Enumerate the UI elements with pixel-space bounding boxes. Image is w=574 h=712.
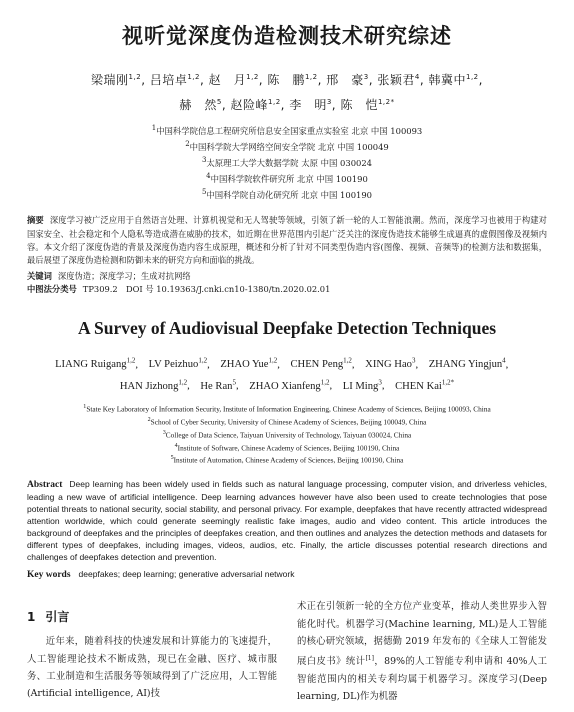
cn-affiliation-text: 中国科学院大学网络空间安全学院 北京 中国 100049 [189,141,389,152]
cn-author-name: 吕培卓 [149,73,188,87]
authors-chinese [27,66,547,116]
cn-author-name: 张颖君 [377,73,415,87]
cn-affiliation-line [27,170,547,186]
affiliations-english [27,402,547,466]
title-chinese: 视听觉深度伪造检测技术研究综述 [122,24,452,48]
section-title: 引言 [45,610,70,625]
en-author-affiliation-mark: 1,2 [126,356,136,365]
cn-author-name: 陈 鹏 [267,73,305,87]
cn-author-affiliation-mark: 1,2* [377,98,395,106]
cn-affiliation-line [27,122,547,138]
cn-author [179,98,221,112]
cn-affiliation-line [27,186,547,202]
cn-affiliation-line [27,154,547,170]
cn-author-affiliation-mark: 3 [326,98,332,106]
body-column-right [297,598,547,706]
intro-paragraph-right [297,598,547,706]
cn-author [231,98,281,112]
cn-affiliation-text: 中国科学院信息工程研究所信息安全国家重点实验室 北京 中国 100093 [156,125,423,136]
en-affiliation-mark: 3 [162,429,166,436]
en-author-name: HAN Jizhong [119,380,179,392]
en-author [365,356,416,371]
en-author-affiliation-mark: 4 [502,356,506,365]
cn-author-name: 梁瑞刚 [91,73,129,87]
cn-affiliation-text: 太原理工大学大数据学院 太原 中国 030024 [206,157,373,168]
en-affiliation-mark: 2 [147,416,151,423]
en-author [200,377,236,392]
cn-affiliation-mark: 2 [185,140,190,149]
en-author-affiliation-mark: 5 [232,377,236,386]
body-column-left [27,598,277,706]
en-author-name: ZHAO Yue [220,359,269,371]
en-affiliation-text: College of Data Science, Taiyuan University of Technology, Taiyuan 030024, China [165,430,412,440]
cn-author-name: 赫 然 [179,98,217,112]
keywords-english [27,569,547,580]
cn-author-affiliation-mark: 1,2 [268,98,281,106]
intro-text-part-2: ，89%的人工智能专利申请和 40%人工智能范围内的相关专利均属于机器学习。深度学习(Deep learning, DL)作为机器 [297,656,547,703]
authors-chinese-line-1: 梁瑞刚$^{1,2}$, 吕培卓$^{1,2}$, 赵 月$^{1,2}$, 陈 鹏$^{1,2}$, 邢 豪$^3$, 张颖君$^4$, 韩冀中$^{1,2}$, [91,73,483,87]
en-affiliation-line [27,441,547,454]
cn-author [150,73,200,87]
cn-author [91,73,141,87]
cn-author [377,73,419,87]
cn-author-affiliation-mark: 1,2 [246,73,259,81]
cn-author-name: 赵险峰 [230,98,269,112]
en-author-affiliation-mark: 1,2 [198,356,208,365]
abstract-english [27,478,547,563]
cn-author-affiliation-mark: 3 [363,73,369,81]
en-author [148,356,208,371]
abstract-english-text: Deep learning has been widely used in fields such as natural language processing, computer vision, and driverless vehicles, leading a new wave of artificial intelligence. Deep learning advances however have also been used to create technologies that pose potential threats to national security, social stability, and personal privacy. For example, deepfakes that have recently attracted widespread attention worldwide, which could generate seemingly realistic fake images, audio and video content. This article introduces the background of deepfakes and the principles of deepfakes creation, and then outlines and analyzes the detection methods and datasets for different types of deepfakes, including images, videos, audios, etc. Finally, the article discusses potential research directions and challenges of deepfakes detection and prevention. [27,479,547,563]
title-english: A Survey of Audiovisual Deepfake Detection Techniques [77,317,497,338]
classification-chinese-label: 中图法分类号 [27,283,77,294]
cn-author [289,98,331,112]
en-author-name: XING Hao [365,359,412,371]
keywords-english-text: deepfakes; deep learning; generative adversarial network [78,569,295,580]
cn-author-name: 陈 恺 [340,98,378,112]
body-columns [27,598,547,706]
authors-chinese-line-2: 赫 然$^5$, 赵险峰$^{1,2}$, 李 明$^3$, 陈 恺$^{1,2*}$ [179,98,395,112]
en-author-affiliation-mark: 1,2 [178,377,188,386]
authors-english: LIANG Ruigang$^{1,2}$, LV Peizhuo$^{1,2}$, ZHAO Yue$^{1,2}$, CHEN Peng$^{1,2}$, XING Hao$^3$, ZHANG Yingjun$^4$, HAN Jizhong$^{1,2}$, He Ran$^5$, ZHAO Xianfeng$^{1,2}$, LI Ming$^3$, CHEN Kai$^{1,2*}$ [55,356,519,392]
en-affiliation-line [27,402,547,415]
en-affiliation-line [27,415,547,428]
cn-author-affiliation-mark: 1,2 [304,73,318,81]
cn-author [340,98,394,112]
cn-author-name: 李 明 [289,98,327,112]
affiliations-chinese [27,122,547,202]
en-affiliation-mark: 1 [83,404,87,411]
en-author-affiliation-mark: 1,2 [320,377,330,386]
en-affiliation-mark: 4 [174,442,178,449]
section-number: 1 [27,610,36,625]
cn-author [428,73,478,87]
cn-author [267,73,317,87]
cn-affiliation-line [27,138,547,154]
en-author-name: CHEN Peng [290,359,344,371]
en-author-name: He Ran [200,380,233,392]
cn-author-affiliation-mark: 1,2 [128,73,142,81]
cn-author-affiliation-mark: 1,2 [187,73,200,81]
keywords-english-label: Key words [27,570,71,581]
abstract-chinese-label: 摘要 [27,215,44,226]
cn-affiliation-mark: 3 [201,156,207,165]
en-author-name: ZHANG Yingjun [428,359,503,371]
cn-affiliation-mark: 4 [206,172,211,181]
en-author-name: CHEN Kai [395,380,442,392]
en-affiliation-line [27,428,547,441]
en-affiliation-text: State Key Laboratory of Information Security, Institute of Information Engineering, Chinese Academy of Sciences, Beijing 100093, China [86,404,491,414]
en-author-affiliation-mark: 1,2 [268,356,278,365]
en-author-affiliation-mark: 1,2* [441,377,455,386]
cn-author-affiliation-mark: 1,2 [465,73,479,81]
cn-affiliation-text: 中国科学院软件研究所 北京 中国 100190 [210,174,368,185]
en-author-name: LIANG Ruigang [55,359,127,371]
en-author [220,356,278,371]
en-affiliation-line [27,453,547,466]
intro-paragraph-left: 近年来，随着科技的快速发展和计算能力的飞速提升，人工智能理论技术不断成熟，现已在金融、医疗、城市服务、工业制造和生活服务等领域得到了广泛应用，人工智能(Artificial intelligence, AI)技 [27,636,277,700]
en-author-name: LI Ming [342,380,379,392]
en-author [55,356,136,371]
cn-author [209,73,259,87]
en-affiliation-text: Institute of Automation, Chinese Academy of Sciences, Beijing 100190, China [173,455,404,465]
cn-author-name: 赵 月 [208,73,247,87]
cn-affiliation-mark: 1 [151,124,157,132]
cn-affiliation-mark: 5 [201,188,207,197]
abstract-english-label: Abstract [27,480,63,491]
en-author-affiliation-mark: 3 [411,356,416,365]
en-affiliation-text: School of Cyber Security, University of Chinese Academy of Sciences, Beijing 100049, China [150,417,427,427]
section-heading-introduction [27,608,277,625]
cn-author-affiliation-mark: 4 [414,73,420,81]
keywords-chinese-label: 关键词 [27,270,52,281]
keywords-chinese [27,270,547,283]
en-author-name: ZHAO Xianfeng [249,380,321,392]
abstract-chinese-text: 深度学习被广泛应用于自然语言处理、计算机视觉和无人驾驶等领域，引领了新一轮的人工智能浪潮。然而，深度学习也被用于构建对国家安全、社会稳定和个人隐私等造成潜在威胁的技术，如近期在世界范围内引起广泛关注的深度伪造技术能够生成逼真的虚假图像及视频内容。本文介绍了深度伪造的背景及深度伪造内容生成原理，概述和分析了针对不同类型伪造内容(图像、视频、音频等)的检测方法和数据集，最后展望了深度伪造检测和防御未来的研究方向和面临的挑战。 [27,215,547,266]
cn-author-name: 邢 豪 [326,73,364,87]
cn-author-affiliation-mark: 5 [216,98,222,106]
en-affiliation-mark: 5 [170,455,174,462]
en-author-name: LV Peizhuo [148,359,199,371]
cn-affiliation-text: 中国科学院自动化研究所 北京 中国 100190 [206,190,373,201]
en-author [395,377,455,392]
en-author [290,356,352,371]
abstract-chinese [27,214,547,267]
intro-text-part-1: 术正在引领新一轮的全方位产业变革，推动人类世界步入智能化时代。机器学习(Machine learning, ML)是人工智能的核心研究领域，据德勤 2019 年发布的《全球人工智能发展白皮书》统计 [297,601,547,668]
citation-1: [1] [365,655,374,663]
en-author-affiliation-mark: 1,2 [343,356,352,365]
cn-author-name: 韩冀中 [428,73,466,87]
classification-doi-text: TP309.2 DOI 号 10.19363/J.cnki.cn10-1380/tn.2020.02.01 [82,283,331,294]
keywords-chinese-text: 深度伪造；深度学习；生成对抗网络 [57,270,191,281]
en-author [342,377,382,392]
en-affiliation-text: Institute of Software, Chinese Academy of Sciences, Beijing 100190, China [177,442,400,452]
classification-chinese [27,283,547,296]
en-author-affiliation-mark: 3 [378,377,382,386]
en-author [249,377,330,392]
en-author [428,356,506,371]
cn-author [326,73,368,87]
en-author [119,377,188,392]
